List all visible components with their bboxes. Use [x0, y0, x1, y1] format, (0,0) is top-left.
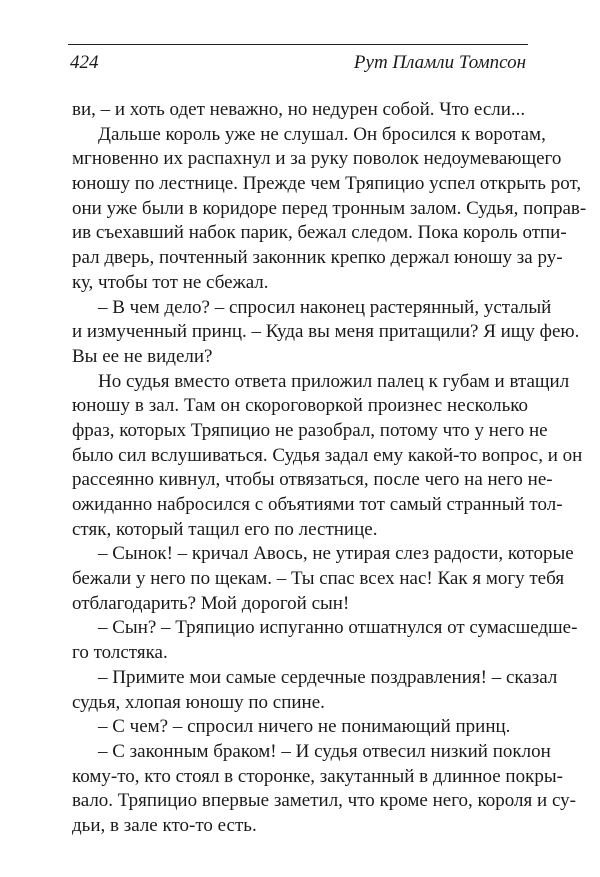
text-line: Но судья вместо ответа приложил палец к губам и втащил	[98, 370, 570, 392]
text-line: вало. Тряпицио впервые заметил, что кроме него, короля и су-	[72, 790, 576, 812]
text-line: – Сынок! – кричал Авось, не утирая слез радости, которые	[98, 543, 574, 565]
text-line: и измученный принц. – Куда вы меня притащили? Я ищу фею.	[72, 321, 580, 343]
text-line: юношу по лестнице. Прежде чем Тряпицио успел открыть рот,	[72, 173, 582, 195]
header-rule	[68, 44, 528, 45]
text-line: – Примите мои самые сердечные поздравления! – сказал	[98, 666, 558, 688]
page-number: 424	[70, 52, 99, 73]
running-title: Рут Пламли Томпсон	[353, 52, 526, 73]
text-line: юношу в зал. Там он скороговоркой произнес несколько	[72, 395, 528, 417]
text-line: бежали у него по щекам. – Ты спас всех нас! Как я могу тебя	[72, 568, 565, 590]
text-line: рал дверь, почтенный законник крепко держал юношу за ру-	[72, 247, 563, 269]
text-line: – С чем? – спросил ничего не понимающий принц.	[98, 716, 511, 738]
text-line: ожиданно набросился с объятиями тот самый странный тол-	[72, 494, 563, 515]
text-line: фраз, которых Тряпицио не разобрал, потому что у него не	[72, 419, 548, 441]
body-text	[72, 98, 587, 839]
text-line: го толстяка.	[72, 642, 168, 664]
text-line: ив съехавший набок парик, бежал следом. Пока король отпи-	[72, 222, 567, 244]
text-line: ви, – и хоть одет неважно, но недурен собой. Что если...	[72, 99, 526, 120]
text-line: судья, хлопая юношу по спине.	[72, 691, 325, 713]
text-line: отблагодарить? Мой дорогой сын!	[72, 592, 350, 614]
text-line: ку, чтобы тот не сбежал.	[72, 271, 269, 293]
page-header	[68, 40, 528, 76]
text-line: они уже были в коридоре перед тронным залом. Судья, поправ-	[72, 197, 587, 219]
text-line: Вы ее не видели?	[72, 345, 213, 367]
text-line: мгновенно их распахнул и за руку поволок недоумевающего	[72, 148, 562, 170]
text-line: – В чем дело? – спросил наконец растерянный, усталый	[98, 296, 552, 318]
text-line: дьи, в зале кто-то есть.	[72, 814, 257, 836]
text-line: кому-то, кто стоял в сторонке, закутанный в длинное покры-	[72, 765, 563, 787]
text-line: было сил вслушиваться. Судья задал ему какой-то вопрос, и он	[72, 444, 583, 466]
text-line: – С законным браком! – И судья отвесил низкий поклон	[98, 740, 551, 762]
text-line: рассеянно кивнул, чтобы отвязаться, после чего на него не-	[72, 469, 553, 491]
text-line: – Сын? – Тряпицио испуганно отшатнулся от сумасшедше-	[98, 617, 578, 639]
text-line: стяк, который тащил его по лестнице.	[72, 518, 378, 540]
text-line: Дальше король уже не слушал. Он бросился к воротам,	[98, 123, 546, 145]
